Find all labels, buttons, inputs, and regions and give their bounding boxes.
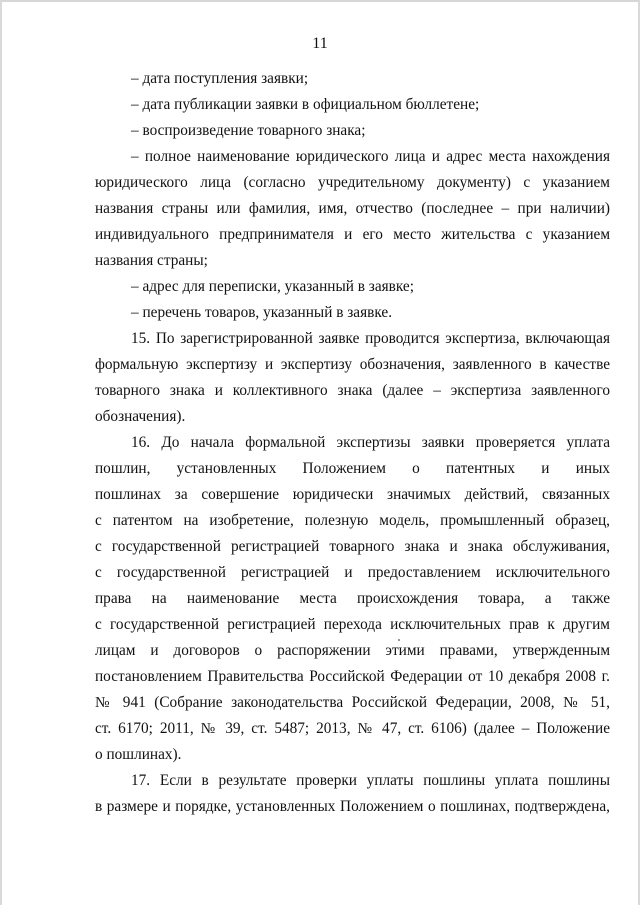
- scan-top-edge: [0, 0, 640, 2]
- list-item-publication-date: – дата публикации заявки в официальном бюллетене;: [131, 96, 480, 113]
- text-line: с государственной регистрацией и предоставлением исключительного: [95, 564, 610, 581]
- paragraph-16-start: 16. До начала формальной экспертизы заявки проверяется уплата: [131, 434, 610, 451]
- list-item-legal-entity-line: – полное наименование юридического лица и адрес места нахождения: [131, 148, 610, 165]
- text-line: с патентом на изобретение, полезную модель, промышленный образец,: [95, 512, 610, 529]
- text-line: товарного знака и коллективного знака (далее – экспертиза заявленного: [95, 382, 610, 399]
- document-body: [95, 66, 610, 820]
- text-line: с государственной регистрацией товарного знака и знака обслуживания,: [95, 538, 610, 555]
- scan-speck: [398, 639, 400, 641]
- text-line: № 941 (Собрание законодательства Российской Федерации, 2008, № 51,: [95, 694, 610, 711]
- text-line: индивидуального предпринимателя и его место жительства с указанием: [95, 226, 610, 243]
- text-line: названия страны;: [95, 252, 208, 269]
- text-line: с государственной регистрацией перехода исключительных прав к другим: [95, 616, 610, 633]
- text-line: пошлин, установленных Положением о патентных и иных: [95, 460, 610, 477]
- list-item-filing-date: – дата поступления заявки;: [131, 70, 309, 87]
- text-line: права на наименование места происхождения товара, а также: [95, 590, 610, 607]
- list-item-correspondence-address: – адрес для переписки, указанный в заявке;: [131, 278, 414, 295]
- text-line: о пошлинах).: [95, 746, 182, 763]
- page-number: 11: [312, 35, 328, 52]
- text-line: в размере и порядке, установленных Положением о пошлинах, подтверждена,: [95, 798, 610, 815]
- list-item-trademark-reproduction: – воспроизведение товарного знака;: [131, 122, 366, 139]
- text-line: лицам и договоров о распоряжении этими правами, утвержденным: [95, 642, 610, 659]
- paragraph-15-start: 15. По зарегистрированной заявке проводится экспертиза, включающая: [131, 330, 610, 347]
- text-line: названия страны или фамилия, имя, отчество (последнее – при наличии): [95, 200, 610, 217]
- scan-left-edge: [0, 0, 2, 905]
- text-line: ст. 6170; 2011, № 39, ст. 5487; 2013, № 47, ст. 6106) (далее – Положение: [95, 720, 610, 737]
- text-line: юридического лица (согласно учредительному документу) с указанием: [95, 174, 610, 191]
- text-line: формальную экспертизу и экспертизу обозначения, заявленного в качестве: [95, 356, 610, 373]
- text-line: постановлением Правительства Российской Федерации от 10 декабря 2008 г.: [95, 668, 610, 685]
- list-item-goods-list: – перечень товаров, указанный в заявке.: [131, 304, 393, 321]
- paragraph-17-start: 17. Если в результате проверки уплаты пошлины уплата пошлины: [131, 772, 610, 789]
- text-line: обозначения).: [95, 408, 186, 425]
- text-line: пошлинах за совершение юридически значимых действий, связанных: [95, 486, 610, 503]
